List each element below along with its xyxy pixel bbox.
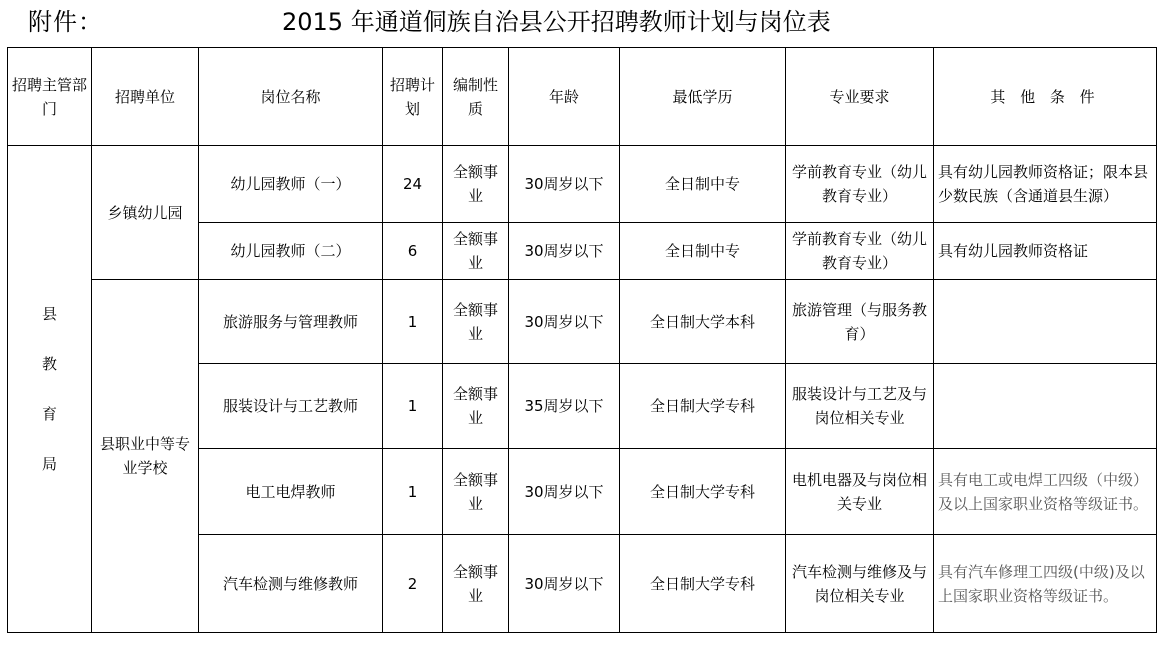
- education-cell: 全日制大学专科: [620, 449, 786, 535]
- major-cell: 学前教育专业（幼儿教育专业）: [786, 146, 934, 223]
- quota-cell: 2: [383, 535, 443, 633]
- department-cell: 县 教 育 局: [8, 146, 92, 633]
- education-cell: 全日制大学专科: [620, 364, 786, 449]
- major-cell: 旅游管理（与服务教育）: [786, 280, 934, 364]
- quota-cell: 24: [383, 146, 443, 223]
- age-cell: 30周岁以下: [509, 280, 620, 364]
- table-row: [8, 146, 1157, 223]
- other-conditions-cell: [934, 280, 1157, 364]
- quota-cell: 1: [383, 449, 443, 535]
- quota-cell: 1: [383, 280, 443, 364]
- other-conditions-cell: 具有幼儿园教师资格证；限本县少数民族（含通道县生源）: [934, 146, 1157, 223]
- age-cell: 30周岁以下: [509, 535, 620, 633]
- education-cell: 全日制大学本科: [620, 280, 786, 364]
- staffing-cell: 全额事业: [443, 223, 509, 280]
- age-cell: 30周岁以下: [509, 449, 620, 535]
- column-header: 招聘主管部门: [8, 48, 92, 146]
- staffing-cell: 全额事业: [443, 364, 509, 449]
- column-header: 其 他 条 件: [934, 48, 1157, 146]
- position-cell: 旅游服务与管理教师: [199, 280, 383, 364]
- staffing-cell: 全额事业: [443, 280, 509, 364]
- table-row: [8, 280, 1157, 364]
- position-cell: 服装设计与工艺教师: [199, 364, 383, 449]
- column-header: 招聘计划: [383, 48, 443, 146]
- quota-cell: 6: [383, 223, 443, 280]
- column-header: 编制性质: [443, 48, 509, 146]
- column-header: 专业要求: [786, 48, 934, 146]
- age-cell: 35周岁以下: [509, 364, 620, 449]
- position-cell: 幼儿园教师（一）: [199, 146, 383, 223]
- other-conditions-cell: 具有幼儿园教师资格证: [934, 223, 1157, 280]
- staffing-cell: 全额事业: [443, 146, 509, 223]
- column-header: 招聘单位: [92, 48, 199, 146]
- page-title: 2015 年通道侗族自治县公开招聘教师计划与岗位表: [282, 8, 831, 36]
- other-conditions-cell: 具有电工或电焊工四级（中级）及以上国家职业资格等级证书。: [934, 449, 1157, 535]
- other-conditions-cell: 具有汽车修理工四级(中级)及以上国家职业资格等级证书。: [934, 535, 1157, 633]
- quota-cell: 1: [383, 364, 443, 449]
- major-cell: 服装设计与工艺及与岗位相关专业: [786, 364, 934, 449]
- education-cell: 全日制中专: [620, 146, 786, 223]
- major-cell: 电机电器及与岗位相关专业: [786, 449, 934, 535]
- staffing-cell: 全额事业: [443, 535, 509, 633]
- column-header: 岗位名称: [199, 48, 383, 146]
- other-conditions-cell: [934, 364, 1157, 449]
- unit-cell: 乡镇幼儿园: [92, 146, 199, 280]
- column-header: 最低学历: [620, 48, 786, 146]
- major-cell: 学前教育专业（幼儿教育专业）: [786, 223, 934, 280]
- education-cell: 全日制大学专科: [620, 535, 786, 633]
- major-cell: 汽车检测与维修及与岗位相关专业: [786, 535, 934, 633]
- column-header: 年龄: [509, 48, 620, 146]
- table-header-row: [8, 48, 1157, 146]
- position-cell: 汽车检测与维修教师: [199, 535, 383, 633]
- age-cell: 30周岁以下: [509, 146, 620, 223]
- recruitment-table: [7, 47, 1157, 633]
- education-cell: 全日制中专: [620, 223, 786, 280]
- attachment-label: 附件：: [28, 8, 103, 36]
- age-cell: 30周岁以下: [509, 223, 620, 280]
- page-header: [0, 0, 1161, 42]
- staffing-cell: 全额事业: [443, 449, 509, 535]
- unit-cell: 县职业中等专业学校: [92, 280, 199, 633]
- position-cell: 电工电焊教师: [199, 449, 383, 535]
- position-cell: 幼儿园教师（二）: [199, 223, 383, 280]
